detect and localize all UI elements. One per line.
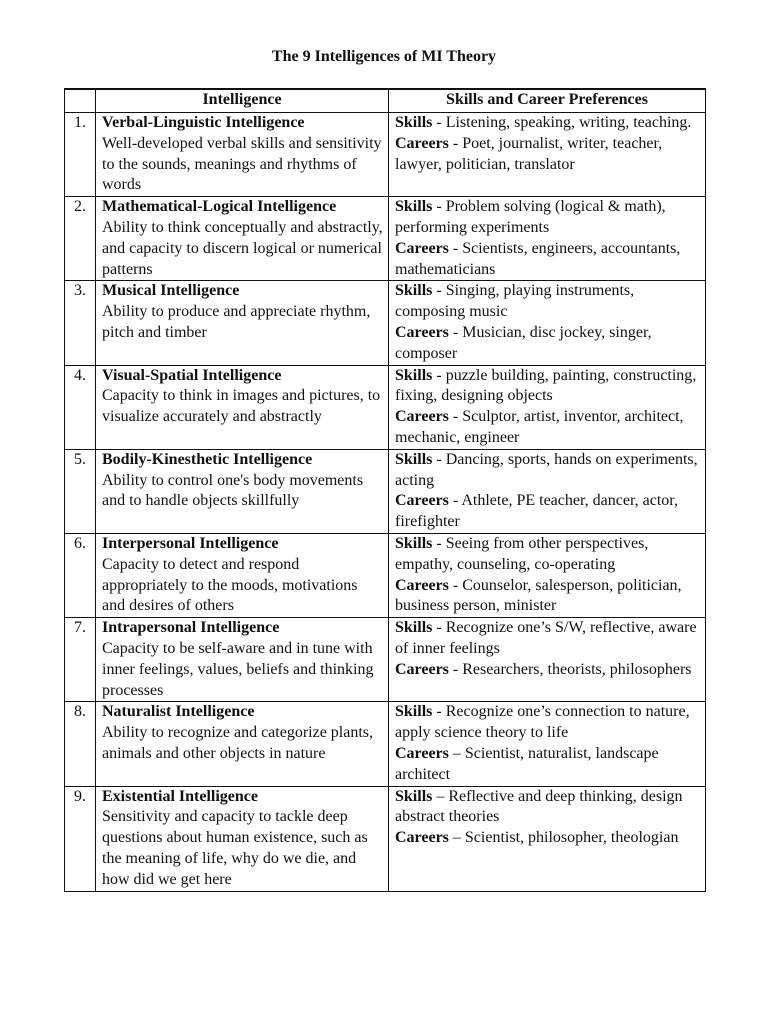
skills-careers-cell [389,365,706,449]
intelligence-cell [96,197,389,281]
intelligence-description: Ability to think conceptually and abstractly, and capacity to discern logical or numerical patterns [102,218,383,278]
skills-label: Skills [395,703,433,721]
row-number: 6. [65,533,96,617]
table-row [65,113,706,197]
intelligence-description: Capacity to be self-aware and in tune with inner feelings, values, beliefs and thinking processes [102,639,374,699]
skills-label: Skills [395,366,433,384]
careers-separator: - [448,134,463,152]
skills-line [395,534,701,576]
table-row [65,618,706,702]
skills-separator: - [432,619,446,637]
careers-text: Counselor, salesperson, politician, business person, minister [395,576,682,615]
table-row [65,702,706,786]
careers-label: Careers [395,744,449,762]
careers-label: Careers [395,239,449,257]
skills-text: Recognize one’s S/W, reflective, aware of inner feelings [395,619,697,657]
skills-separator: - [432,703,446,721]
intelligence-cell [96,786,389,891]
skills-label: Skills [395,198,433,216]
row-number: 2. [65,197,96,281]
skills-text: Singing, playing instruments, composing music [395,282,635,321]
skills-separator: - [432,450,446,468]
skills-label: Skills [395,787,433,805]
intelligence-name: Verbal-Linguistic Intelligence [102,114,305,131]
intelligence-description: Ability to control one's body movements and to handle objects skillfully [102,471,364,510]
careers-separator: - [448,576,463,594]
skills-separator: - [432,114,446,131]
careers-text: Scientist, philosopher, theologian [464,829,679,847]
skills-text: Problem solving (logical & math), performing experiments [395,198,666,236]
careers-label: Careers [395,660,449,678]
careers-line [395,744,701,786]
header-number [65,89,96,113]
careers-label: Careers [395,408,449,426]
skills-label: Skills [395,450,433,468]
careers-label: Careers [395,323,449,341]
table-row [65,533,706,617]
careers-line [395,134,701,176]
table-row [65,197,706,281]
careers-line [395,239,701,281]
intelligence-description: Capacity to detect and respond appropriately to the moods, motivations and desires of others [102,555,358,615]
skills-line [395,618,701,660]
intelligence-cell [96,449,389,533]
table-header-row [65,89,706,113]
skills-text: Dancing, sports, hands on experiments, acting [395,450,698,489]
skills-careers-cell [389,618,706,702]
skills-label: Skills [395,534,433,552]
table-row [65,449,706,533]
intelligence-cell [96,281,389,365]
careers-text: Scientist, naturalist, landscape architect [395,744,659,783]
row-number: 8. [65,702,96,786]
skills-careers-cell [389,281,706,365]
careers-label: Careers [395,829,449,847]
careers-separator: – [448,744,465,762]
intelligence-cell [96,365,389,449]
page-title: The 9 Intelligences of MI Theory [271,48,497,65]
careers-text: Sculptor, artist, inventor, architect, mechanic, engineer [395,408,684,446]
intelligence-cell [96,702,389,786]
skills-separator: - [432,282,446,300]
skills-label: Skills [395,619,433,637]
skills-careers-cell [389,449,706,533]
careers-label: Careers [395,492,449,510]
skills-careers-cell [389,786,706,891]
intelligence-name: Bodily-Kinesthetic Intelligence [102,450,313,468]
careers-separator: - [448,408,463,426]
skills-text: Listening, speaking, writing, teaching. [445,114,692,131]
intelligence-name: Naturalist Intelligence [102,703,255,721]
row-number: 3. [65,281,96,365]
intelligence-name: Intrapersonal Intelligence [102,619,280,637]
careers-separator: - [448,492,462,510]
row-number: 5. [65,449,96,533]
careers-separator: - [448,323,463,341]
skills-line [395,197,701,239]
careers-label: Careers [395,576,449,594]
careers-text: Poet, journalist, writer, teacher, lawyer, politician, translator [395,134,663,173]
skills-text: Recognize one’s connection to nature, apply science theory to life [395,703,690,742]
table-row [65,786,706,891]
intelligence-cell [96,113,389,197]
table-row [65,281,706,365]
intelligence-cell [96,533,389,617]
intelligence-description: Ability to recognize and categorize plants, animals and other objects in nature [102,724,374,762]
intelligences-table [64,88,706,892]
careers-line [395,323,701,365]
intelligence-description: Capacity to think in images and pictures, to visualize accurately and abstractly [102,387,381,426]
skills-careers-cell [389,702,706,786]
skills-separator: - [432,366,446,384]
intelligence-description: Well-developed verbal skills and sensitivity to the sounds, meanings and rhythms of words [102,134,382,194]
skills-line [395,113,701,134]
intelligence-description: Sensitivity and capacity to tackle deep questions about human existence, such as the meaning of life, why do we die, and how did we get here [102,808,368,888]
skills-careers-cell [389,533,706,617]
intelligence-name: Interpersonal Intelligence [102,534,279,552]
intelligence-name: Existential Intelligence [102,787,258,805]
skills-text: Seeing from other perspectives, empathy, counseling, co-operating [395,534,649,573]
intelligence-cell [96,618,389,702]
careers-line [395,660,701,681]
careers-text: Researchers, theorists, philosophers [462,660,692,678]
header-skills-careers: Skills and Career Preferences [389,89,706,113]
table-row [65,365,706,449]
skills-label: Skills [395,282,433,300]
careers-separator: - [448,660,463,678]
intelligence-name: Visual-Spatial Intelligence [102,366,282,384]
skills-line [395,702,701,744]
careers-line [395,407,701,449]
careers-text: Scientists, engineers, accountants, mathematicians [395,239,681,278]
careers-separator: – [448,829,465,847]
row-number: 4. [65,365,96,449]
skills-line [395,787,701,829]
skills-line [395,450,701,492]
skills-text: puzzle building, painting, constructing, fixing, designing objects [395,366,697,405]
header-intelligence: Intelligence [96,89,389,113]
intelligence-name: Musical Intelligence [102,282,240,300]
skills-separator: – [432,787,449,805]
careers-text: Athlete, PE teacher, dancer, actor, firefighter [395,492,678,531]
intelligence-name: Mathematical-Logical Intelligence [102,198,337,216]
careers-line [395,491,701,533]
skills-line [395,366,701,408]
skills-line [395,281,701,323]
intelligence-description: Ability to produce and appreciate rhythm, pitch and timber [102,303,371,341]
skills-separator: - [432,534,446,552]
row-number: 9. [65,786,96,891]
careers-text: Musician, disc jockey, singer, composer [395,323,652,362]
row-number: 1. [65,113,96,197]
skills-separator: - [432,198,446,216]
skills-text: Reflective and deep thinking, design abstract theories [395,787,683,826]
row-number: 7. [65,618,96,702]
careers-label: Careers [395,134,449,152]
careers-line [395,828,701,849]
careers-line [395,576,701,618]
skills-careers-cell [389,113,706,197]
careers-separator: - [448,239,463,257]
skills-label: Skills [395,114,433,131]
skills-careers-cell [389,197,706,281]
